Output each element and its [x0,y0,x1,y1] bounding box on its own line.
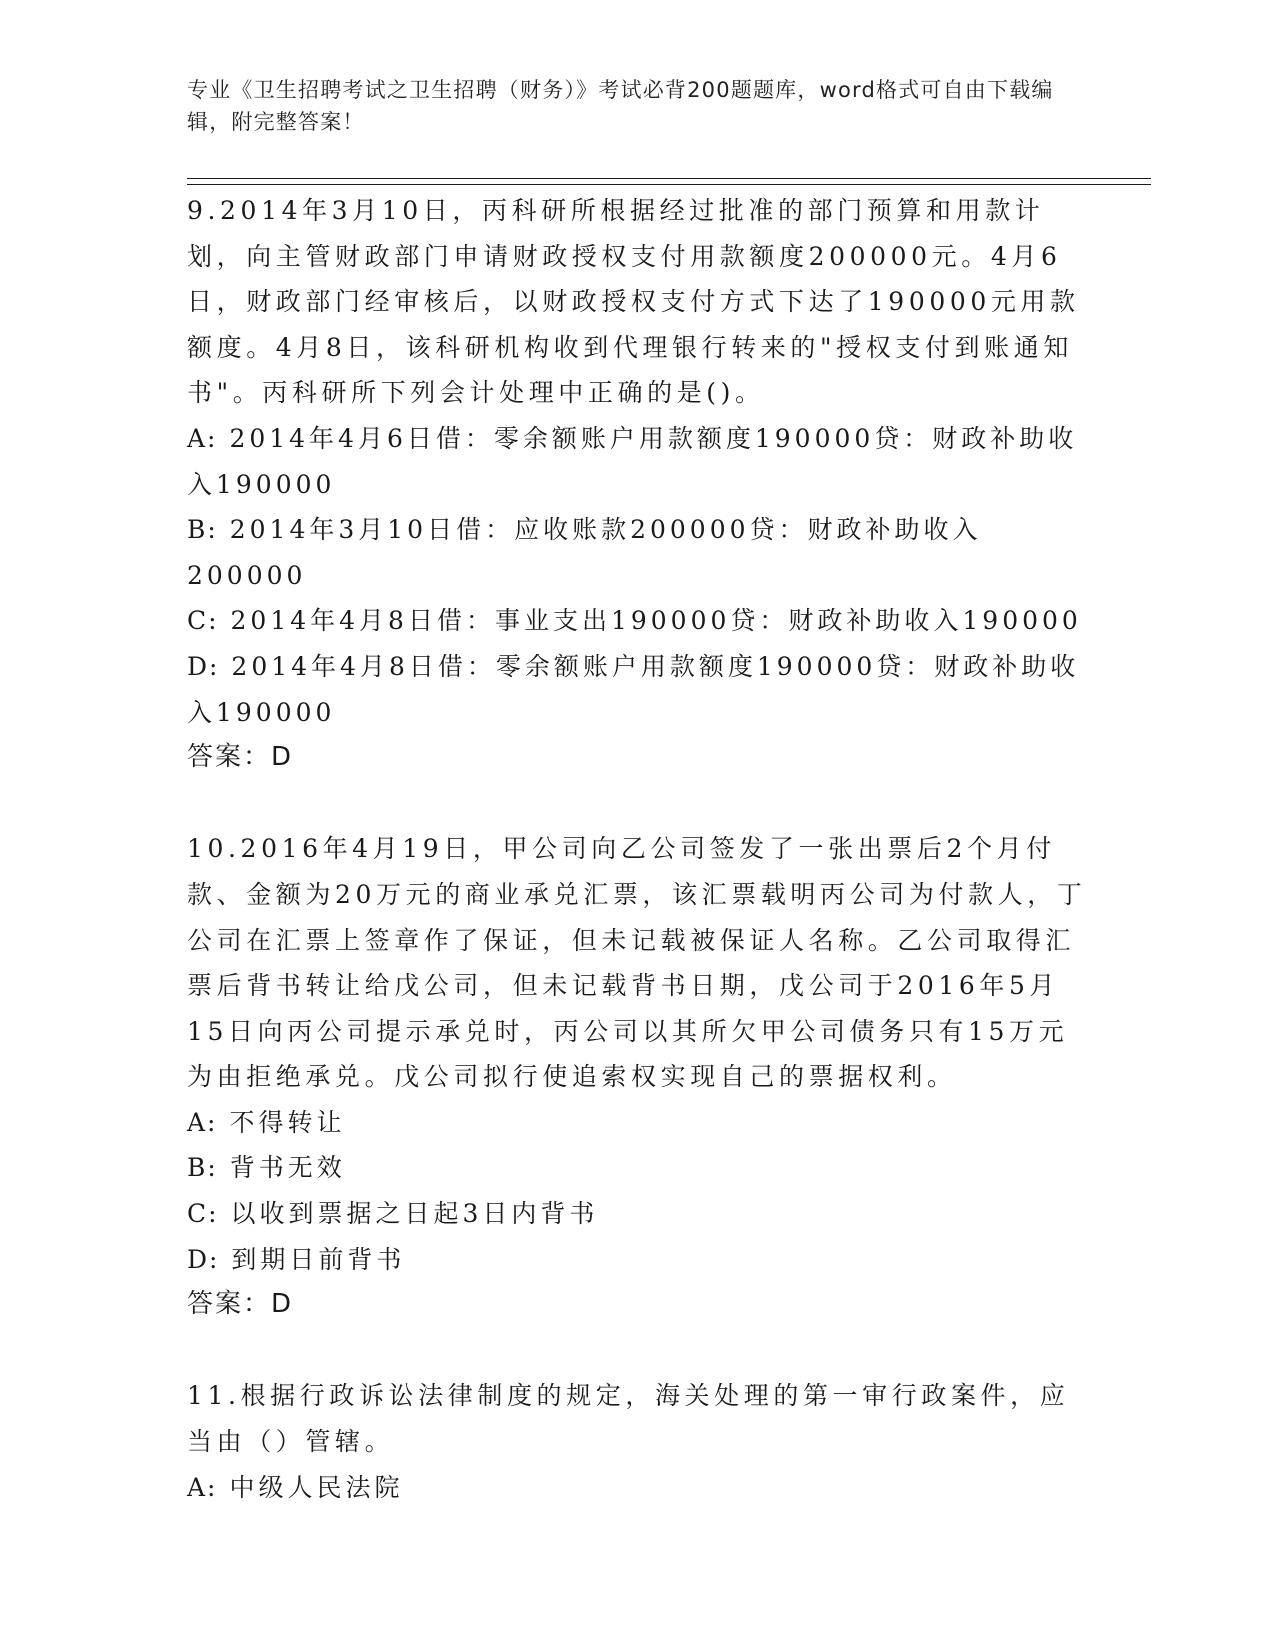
option-d [187,644,1087,735]
option-label: D: [187,651,220,681]
option-text: 背书无效 [229,1153,346,1183]
option-text: 中级人民法院 [229,1472,404,1502]
question-11 [187,1373,1087,1510]
option-text: 2014年4月8日借：事业支出190000贷：财政补助收入190000 [230,606,1082,636]
option-text: 以收到票据之日起3日内背书 [230,1199,599,1229]
option-c [187,1191,1087,1237]
option-label: D: [187,1244,220,1274]
answer: 答案：D [187,742,294,773]
header-rule-thin [187,184,1151,185]
option-text: 2014年4月6日借：零余额账户用款额度190000贷：财政补助收入190000 [187,423,1078,499]
option-label: A: [187,1472,218,1502]
option-label: B: [187,1153,218,1183]
option-label: A: [187,423,218,453]
question-10 [187,826,1087,1328]
option-a [187,1100,1087,1146]
option-label: A: [187,1107,218,1137]
question-stem: 9.2014年3月10日，丙科研所根据经过批准的部门预算和用款计划，向主管财政部门申请财政授权支付用款额度200000元。4月6日，财政部门经审核后，以财政授权支付方式下达了190000元用款额度。4月8日，该科研机构收到代理银行转来的"授权支付到账通知书"。丙科研所下列会计处理中正确的是()。 [187,196,1080,408]
header-rule-thick [187,178,1151,179]
option-text: 到期日前背书 [231,1244,406,1274]
option-label: C: [187,606,219,636]
question-list [187,188,1087,1510]
option-a [187,416,1087,507]
option-label: B: [187,515,218,545]
option-b [187,507,1087,598]
option-text: 2014年4月8日借：零余额账户用款额度190000贷：财政补助收入190000 [187,651,1080,727]
answer: 答案：D [187,1289,294,1320]
option-a [187,1465,1087,1511]
question-spacer [187,781,1087,827]
question-stem: 10.2016年4月19日，甲公司向乙公司签发了一张出票后2个月付款、金额为20万元的商业承兑汇票，该汇票载明丙公司为付款人，丁公司在汇票上签章作了保证，但未记载被保证人名称。乙公司取得汇票后背书转让给戊公司，但未记载背书日期，戊公司于2016年5月15日向丙公司提示承兑时，丙公司以其所欠甲公司债务只有15万元为由拒绝承兑。戊公司拟行使追索权实现自己的票据权利。 [187,834,1087,1092]
option-text: 2014年3月10日借：应收账款200000贷：财政补助收入200000 [187,515,982,590]
question-stem: 11.根据行政诉讼法律制度的规定，海关处理的第一审行政案件，应当由（）管辖。 [187,1381,1070,1457]
option-d [187,1237,1087,1283]
question-spacer [187,1328,1087,1374]
question-9 [187,188,1087,781]
option-text: 不得转让 [229,1107,346,1137]
option-c [187,598,1087,644]
option-b [187,1145,1087,1191]
option-label: C: [187,1199,219,1229]
document-header: 专业《卫生招聘考试之卫生招聘（财务）》考试必背200题题库，word格式可自由下载编辑，附完整答案！ [187,78,1054,134]
